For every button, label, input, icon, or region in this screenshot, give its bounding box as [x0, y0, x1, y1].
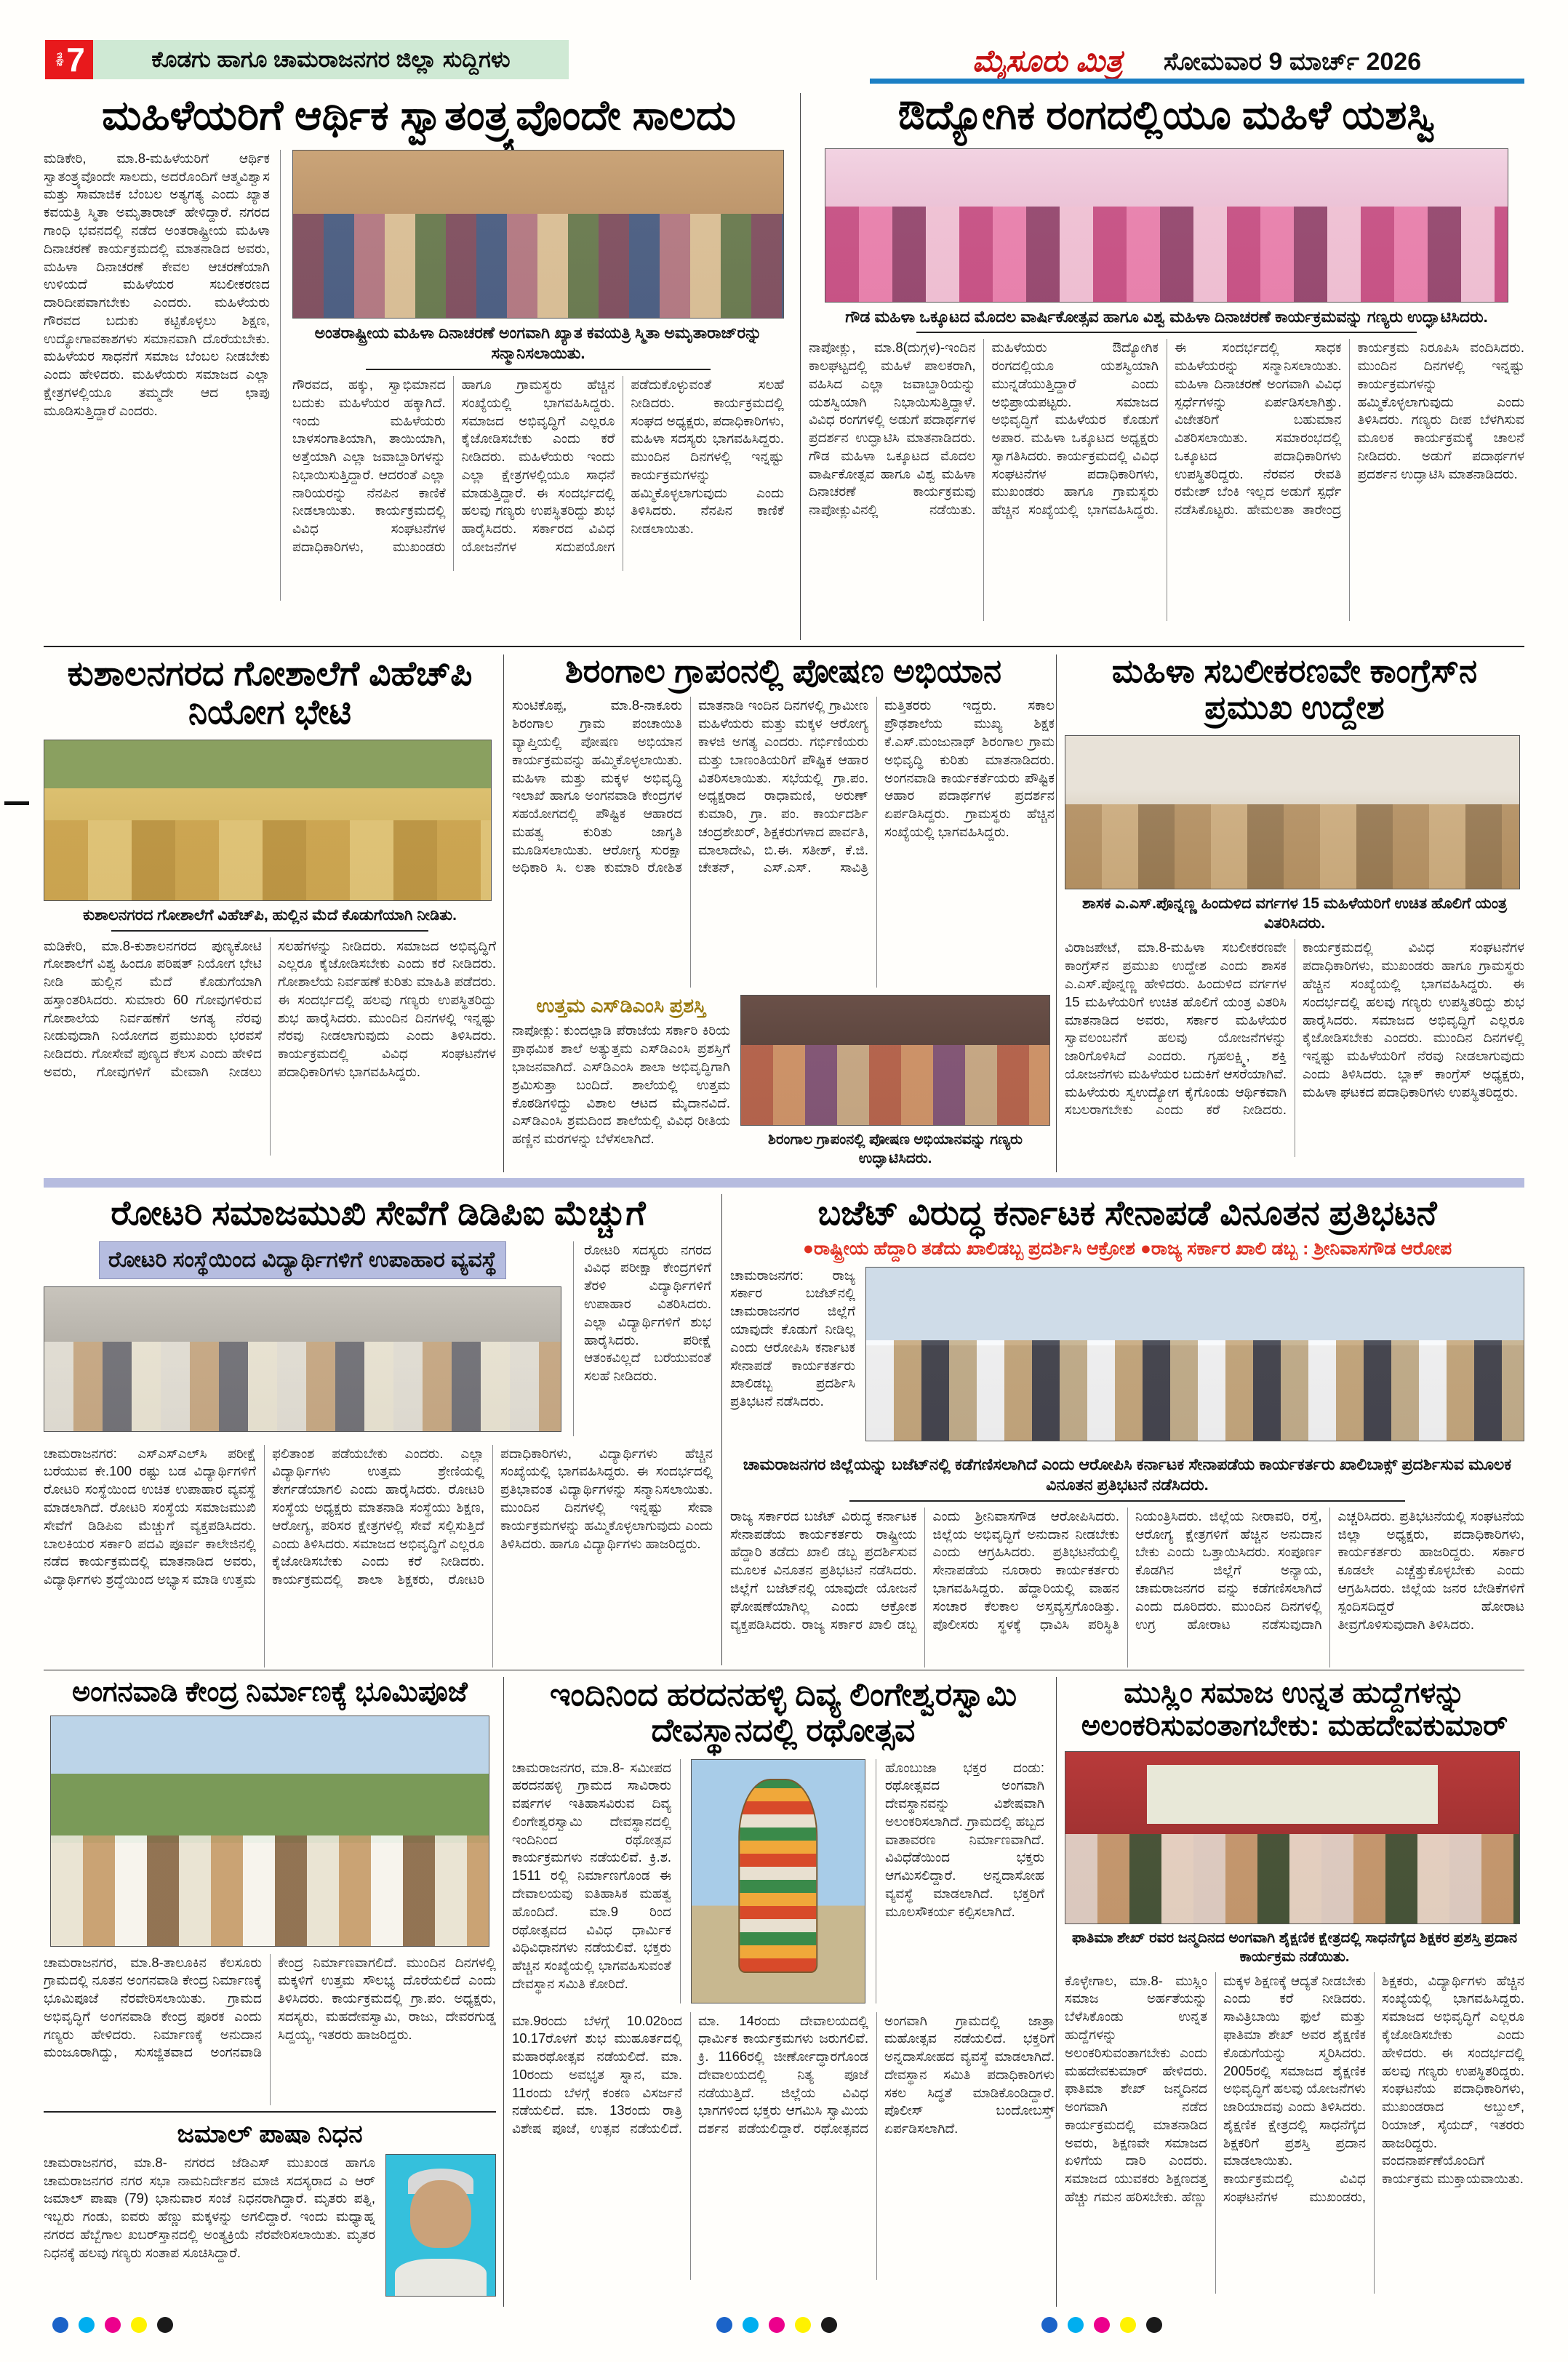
obituary-block: [44, 2154, 496, 2299]
poshan-event-photo: [740, 995, 1050, 1126]
caption-rule: [916, 332, 1417, 333]
article-body: ಸುಂಟಿಕೊಪ್ಪ, ಮಾ.8-ನಾಕೂರು ಶಿರಂಗಾಲ ಗ್ರಾಮ ಪಂಚಾಯಿತಿ ವ್ಯಾಪ್ತಿಯಲ್ಲಿ ಪೋಷಣ ಅಭಿಯಾನ ಕಾರ್ಯಕ್ರಮವನ್ನು ಹಮ್ಮಿಕೊಳ್ಳಲಾಯಿತು. ಮಹಿಳಾ ಮತ್ತು ಮಕ್ಕಳ ಅಭಿವೃದ್ಧಿ ಇಲಾಖೆ ಹಾಗೂ ಅಂಗನವಾಡಿ ಕೇಂದ್ರಗಳ ಸಹಯೋಗದಲ್ಲಿ ಪೌಷ್ಟಿಕ ಆಹಾರದ ಮಹತ್ವ ಕುರಿತು ಜಾಗೃತಿ ಮೂಡಿಸಲಾಯಿತು. ಆರೋಗ್ಯ ಸುರಕ್ಷಾ ಅಧಿಕಾರಿ ಸಿ. ಲತಾ ಕುಮಾರಿ ರೋಶಿತ ಮಾತನಾಡಿ ಇಂದಿನ ದಿನಗಳಲ್ಲಿ ಗ್ರಾಮೀಣ ಮಹಿಳೆಯರು ಮತ್ತು ಮಕ್ಕಳ ಆರೋಗ್ಯ ಕಾಳಜಿ ಅಗತ್ಯ ಎಂದರು. ಗರ್ಭಿಣಿಯರು ಮತ್ತು ಬಾಣಂತಿಯರಿಗೆ ಪೌಷ್ಟಿಕ ಆಹಾರ ವಿತರಿಸಲಾಯಿತು. ಸಭೆಯಲ್ಲಿ ಗ್ರಾ.ಪಂ. ಅಧ್ಯಕ್ಷರಾದ ರಾಧಾಮಣಿ, ಅರುಣ್ ಕುಮಾರಿ, ಗ್ರಾ. ಪಂ. ಕಾರ್ಯದರ್ಶಿ ಚಂದ್ರಶೇಖರ್, ಶಿಕ್ಷಕರುಗಳಾದ ಪಾರ್ವತಿ, ಮಾಲಾದೇವಿ, ಬಿ.ಈ. ಸತೀಶ್, ಕೆ.ಜಿ. ಚೇತನ್, ಎಸ್.ಎಸ್. ಸಾವಿತ್ರಿ ಮತ್ತಿತರರು ಇದ್ದರು. ಸಕಾಲ ಪ್ರೌಢಶಾಲೆಯ ಮುಖ್ಯ ಶಿಕ್ಷಕ ಕೆ.ಎಸ್.ಮಂಜುನಾಥ್ ಶಿರಂಗಾಲ ಗ್ರಾಮ ಅಭಿವೃದ್ಧಿ ಕುರಿತು ಮಾತನಾಡಿದರು. ಅಂಗನವಾಡಿ ಕಾರ್ಯಕರ್ತೆಯರು ಪೌಷ್ಟಿಕ ಆಹಾರ ಪದಾರ್ಥಗಳ ಪ್ರದರ್ಶನ ಏರ್ಪಡಿಸಿದ್ದರು. ಗ್ರಾಮಸ್ಥರು ಹೆಚ್ಚಿನ ಸಂಖ್ಯೆಯಲ್ಲಿ ಭಾಗವಹಿಸಿದ್ದರು.: [512, 697, 1055, 876]
section-banner: ಕೊಡಗು ಹಾಗೂ ಚಾಮರಾಜನಗರ ಜಿಲ್ಲಾ ಸುದ್ದಿಗಳು: [93, 40, 569, 79]
protest-empty-boxes-photo: [865, 1267, 1524, 1441]
registration-dot: [105, 2317, 121, 2333]
registration-dot: [1146, 2317, 1162, 2333]
registration-dots-right: [1041, 2317, 1162, 2333]
article-headline: ಬಜೆಟ್ ವಿರುದ್ಧ ಕರ್ನಾಟಕ ಸೇನಾಪಡೆ ವಿನೂತನ ಪ್ರತಿಭಟನೆ: [817, 1193, 1437, 1232]
article-anganwadi: [44, 1677, 496, 2307]
article-headline: ಔದ್ಯೋಗಿಕ ರಂಗದಲ್ಲಿಯೂ ಮಹಿಳೆ ಯಶಸ್ವಿ: [897, 92, 1436, 137]
photo-caption: ಅಂತರಾಷ್ಟ್ರೀಯ ಮಹಿಳಾ ದಿನಾಚರಣೆ ಅಂಗವಾಗಿ ಖ್ಯಾತ ಕವಯತ್ರಿ ಸ್ಮಿತಾ ಅಮೃತಾರಾಜ್‌ರನ್ನು ಸನ್ಮಾನಿಸಲಾಯಿತು.: [314, 323, 762, 363]
article-headline: ಶಿರಂಗಾಲ ಗ್ರಾಪಂನಲ್ಲಿ ಪೋಷಣ ಅಭಿಯಾನ: [564, 652, 1002, 689]
photo-caption: ಶಾಸಕ ಎ.ಎಸ್.ಪೊನ್ನಣ್ಣ ಹಿಂದುಳಿದ ವರ್ಗಗಳ 15 ಮಹಿಳೆಯರಿಗೆ ಉಚಿತ ಹೊಲಿಗೆ ಯಂತ್ರ ವಿತರಿಸಿದರು.: [1081, 894, 1508, 932]
photo-caption: ಕುಶಾಲನಗರದ ಗೋಶಾಲೆಗೆ ವಿಹೆಚ್‌ಪಿ, ಹುಲ್ಲಿನ ಮೆದೆ ಕೊಡುಗೆಯಾಗಿ ನೀಡಿತು.: [83, 907, 457, 924]
photo-hay-texture: [44, 820, 491, 900]
article-congress: [1065, 653, 1524, 1174]
article-headline: ಅಂಗನವಾಡಿ ಕೇಂದ್ರ ನಿರ್ಮಾಣಕ್ಕೆ ಭೂಮಿಪೂಜೆ: [72, 1677, 468, 1708]
portrait-shoulder: [395, 2259, 487, 2295]
registration-dot: [743, 2317, 759, 2333]
article-women-loan: [44, 93, 794, 637]
bhoomi-pooja-photo: [50, 1716, 489, 1947]
article-muslim-community: [1065, 1677, 1524, 2307]
registration-dots-center: [716, 2317, 837, 2333]
column-rule: [1056, 1677, 1057, 2307]
article-side-column: ಚಾಮರಾಜನಗರ: ರಾಜ್ಯ ಸರ್ಕಾರ ಬಜೆಟ್‌ನಲ್ಲಿ ಚಾಮರಾಜನಗರ ಜಿಲ್ಲೆಗೆ ಯಾವುದೇ ಕೊಡುಗೆ ನೀಡಿಲ್ಲ ಎಂದು ಆರೋಪಿಸಿ ಕರ್ನಾಟಕ ಸೇನಾಪಡೆ ಕಾರ್ಯಕರ್ತರು ಖಾಲಿಡಬ್ಬ ಪ್ರದರ್ಶಿಸಿ ಪ್ರತಿಭಟನೆ ನಡೆಸಿದರು.: [730, 1267, 855, 1409]
photo-caption: ಗೌಡ ಮಹಿಳಾ ಒಕ್ಕೂಟದ ಮೊದಲ ವಾರ್ಷಿಕೋತ್ಸವ ಹಾಗೂ ವಿಶ್ವ ಮಹಿಳಾ ದಿನಾಚರಣೆ ಕಾರ್ಯಕ್ರಮವನ್ನು ಗಣ್ಯರು ಉದ್ಘಾಟಿಸಿದರು.: [845, 307, 1488, 326]
article-budget-protest: [730, 1194, 1524, 1665]
caption-rule: [849, 1500, 1405, 1502]
article-body: ರಾಜ್ಯ ಸರ್ಕಾರದ ಬಜೆಟ್ ವಿರುದ್ಧ ಕರ್ನಾಟಕ ಸೇನಾಪಡೆಯ ಕಾರ್ಯಕರ್ತರು ರಾಷ್ಟ್ರೀಯ ಹೆದ್ದಾರಿ ತಡೆದು ಖಾಲಿ ಡಬ್ಬ ಪ್ರದರ್ಶಿಸುವ ಮೂಲಕ ವಿನೂತನ ಪ್ರತಿಭಟನೆ ನಡೆಸಿದರು. ಜಿಲ್ಲೆಗೆ ಬಜೆಟ್‌ನಲ್ಲಿ ಯಾವುದೇ ಯೋಜನೆ ಘೋಷಣೆಯಾಗಿಲ್ಲ ಎಂದು ಆಕ್ರೋಶ ವ್ಯಕ್ತಪಡಿಸಿದರು. ರಾಜ್ಯ ಸರ್ಕಾರ ಖಾಲಿ ಡಬ್ಬ ಎಂದು ಶ್ರೀನಿವಾಸಗೌಡ ಆರೋಪಿಸಿದರು. ಜಿಲ್ಲೆಯ ಅಭಿವೃದ್ಧಿಗೆ ಅನುದಾನ ನೀಡಬೇಕು ಎಂದು ಆಗ್ರಹಿಸಿದರು. ಪ್ರತಿಭಟನೆಯಲ್ಲಿ ಸೇನಾಪಡೆಯ ನೂರಾರು ಕಾರ್ಯಕರ್ತರು ಭಾಗವಹಿಸಿದ್ದರು. ಹೆದ್ದಾರಿಯಲ್ಲಿ ವಾಹನ ಸಂಚಾರ ಕೆಲಕಾಲ ಅಸ್ತವ್ಯಸ್ತಗೊಂಡಿತ್ತು. ಪೊಲೀಸರು ಸ್ಥಳಕ್ಕೆ ಧಾವಿಸಿ ಪರಿಸ್ಥಿತಿ ನಿಯಂತ್ರಿಸಿದರು. ಜಿಲ್ಲೆಯ ನೀರಾವರಿ, ರಸ್ತೆ, ಆರೋಗ್ಯ ಕ್ಷೇತ್ರಗಳಿಗೆ ಹೆಚ್ಚಿನ ಅನುದಾನ ಬೇಕು ಎಂದು ಒತ್ತಾಯಿಸಿದರು. ಸಂಪೂರ್ಣ ಕೊಡಗಿನ ಜಿಲ್ಲೆಗೆ ಅನ್ಯಾಯ, ಚಾಮರಾಜನಗರ ವನ್ನು ಕಡೆಗಣಿಸಲಾಗಿದೆ ಎಂದು ದೂರಿದರು. ಮುಂದಿನ ದಿನಗಳಲ್ಲಿ ಉಗ್ರ ಹೋರಾಟ ನಡೆಸುವುದಾಗಿ ಎಚ್ಚರಿಸಿದರು. ಪ್ರತಿಭಟನೆಯಲ್ಲಿ ಸಂಘಟನೆಯ ಜಿಲ್ಲಾ ಅಧ್ಯಕ್ಷರು, ಪದಾಧಿಕಾರಿಗಳು, ಕಾರ್ಯಕರ್ತರು ಹಾಜರಿದ್ದರು. ಸರ್ಕಾರ ಕೂಡಲೇ ಎಚ್ಚೆತ್ತುಕೊಳ್ಳಬೇಕು ಎಂದು ಆಗ್ರಹಿಸಿದರು. ಜಿಲ್ಲೆಯ ಜನರ ಬೇಡಿಕೆಗಳಿಗೆ ಸ್ಪಂದಿಸದಿದ್ದರೆ ಹೋರಾಟ ತೀವ್ರಗೊಳಿಸುವುದಾಗಿ ತಿಳಿಸಿದರು.: [730, 1508, 1524, 1632]
award-ceremony-photo: [292, 150, 784, 319]
article-women-industry: [809, 93, 1524, 637]
registration-dot: [52, 2317, 68, 2333]
registration-dot: [1094, 2317, 1110, 2333]
registration-dot: [1068, 2317, 1084, 2333]
article-headline: ಮಹಿಳಾ ಸಬಲೀಕರಣವೇ ಕಾಂಗ್ರೆಸ್‌ನ ಪ್ರಮುಖ ಉದ್ದೇಶ: [1111, 652, 1478, 726]
article-body: ಗೌರವದ, ಹಕ್ಕು, ಸ್ವಾಭಿಮಾನದ ಬದುಕು ಮಹಿಳೆಯರ ಹಕ್ಕಾಗಿದೆ. ಇಂದು ಮಹಿಳೆಯರು ಬಾಳಸಂಗಾತಿಯಾಗಿ, ತಾಯಿಯಾಗಿ, ಅತ್ತೆಯಾಗಿ ಎಲ್ಲಾ ಜವಾಬ್ದಾರಿಗಳನ್ನು ನಿಭಾಯಿಸುತ್ತಿದ್ದಾರೆ. ಆದರಂತೆ ಎಲ್ಲಾ ನಾರಿಯರನ್ನು ನೆನಪಿನ ಕಾಣಿಕೆ ನೀಡಲಾಯಿತು. ಕಾರ್ಯಕ್ರಮದಲ್ಲಿ ವಿವಿಧ ಸಂಘಟನೆಗಳ ಪದಾಧಿಕಾರಿಗಳು, ಮುಖಂಡರು ಹಾಗೂ ಗ್ರಾಮಸ್ಥರು ಹೆಚ್ಚಿನ ಸಂಖ್ಯೆಯಲ್ಲಿ ಭಾಗವಹಿಸಿದ್ದರು. ಸಮಾಜದ ಅಭಿವೃದ್ಧಿಗೆ ಎಲ್ಲರೂ ಕೈಜೋಡಿಸಬೇಕು ಎಂದು ಕರೆ ನೀಡಿದರು. ಮಹಿಳೆಯರು ಇಂದು ಎಲ್ಲಾ ಕ್ಷೇತ್ರಗಳಲ್ಲಿಯೂ ಸಾಧನೆ ಮಾಡುತ್ತಿದ್ದಾರೆ. ಈ ಸಂದರ್ಭದಲ್ಲಿ ಹಲವು ಗಣ್ಯರು ಉಪಸ್ಥಿತರಿದ್ದು ಶುಭ ಹಾರೈಸಿದರು. ಸರ್ಕಾರದ ವಿವಿಧ ಯೋಜನೆಗಳ ಸದುಪಯೋಗ ಪಡೆದುಕೊಳ್ಳುವಂತೆ ಸಲಹೆ ನೀಡಿದರು. ಕಾರ್ಯಕ್ರಮದಲ್ಲಿ ಸಂಘದ ಅಧ್ಯಕ್ಷರು, ಪದಾಧಿಕಾರಿಗಳು, ಮಹಿಳಾ ಸದಸ್ಯರು ಭಾಗವಹಿಸಿದ್ದರು. ಮುಂದಿನ ದಿನಗಳಲ್ಲಿ ಇನ್ನಷ್ಟು ಕಾರ್ಯಕ್ರಮಗಳನ್ನು ಹಮ್ಮಿಕೊಳ್ಳಲಾಗುವುದು ಎಂದು ತಿಳಿಸಿದರು. ನೆನಪಿನ ಕಾಣಿಕೆ ನೀಡಲಾಯಿತು.: [292, 377, 784, 555]
registration-dot: [716, 2317, 732, 2333]
article-body-column: ಹೊಂಬುಜಾ ಭಕ್ತರ ದಂಡು: ರಥೋತ್ಸವದ ಅಂಗವಾಗಿ ದೇವಸ್ಥಾನವನ್ನು ವಿಶೇಷವಾಗಿ ಅಲಂಕರಿಸಲಾಗಿದೆ. ಗ್ರಾಮದಲ್ಲಿ ಹಬ್ಬದ ವಾತಾವರಣ ನಿರ್ಮಾಣವಾಗಿದೆ. ವಿವಿಧೆಡೆಯಿಂದ ಭಕ್ತರು ಆಗಮಿಸಲಿದ್ದಾರೆ. ಅನ್ನದಾಸೋಹ ವ್ಯವಸ್ಥೆ ಮಾಡಲಾಗಿದೆ. ಭಕ್ತರಿಗೆ ಮೂಲಸೌಕರ್ಯ ಕಲ್ಪಿಸಲಾಗಿದೆ.: [876, 1759, 1044, 2003]
photo-people-silhouettes: [1065, 1834, 1519, 1923]
article-poshan: [512, 653, 1055, 1174]
registration-dot: [769, 2317, 785, 2333]
masthead-logo: ಮೈಸೂರು ಮಿತ್ರ: [972, 43, 1123, 78]
column-rule: [800, 93, 801, 640]
column-rule: [503, 1677, 504, 2307]
article-goshala: [44, 654, 496, 1172]
obituary-portrait-photo: [385, 2154, 496, 2297]
section-bar: [44, 1178, 1524, 1188]
page-label: ಪುಟ: [53, 52, 65, 67]
photo-caption: ಚಾಮರಾಜನಗರ ಜಿಲ್ಲೆಯನ್ನು ಬಜೆಟ್‌ನಲ್ಲಿ ಕಡೆಗಣಿಸಲಾಗಿದೆ ಎಂದು ಆರೋಪಿಸಿ ಕರ್ನಾಟಕ ಸೇನಾಪಡೆಯ ಕಾರ್ಯಕರ್ತರು ಖಾಲಿಬಾಕ್ಸ್ ಪ್ರದರ್ಶಿಸುವ ಮೂಲಕ ವಿನೂತನ ಪ್ರತಿಭಟನೆ ನಡೆಸಿದರು.: [743, 1454, 1512, 1494]
article-side-column: ರೋಟರಿ ಸದಸ್ಯರು ನಗರದ ವಿವಿಧ ಪರೀಕ್ಷಾ ಕೇಂದ್ರಗಳಿಗೆ ತೆರಳಿ ವಿದ್ಯಾರ್ಥಿಗಳಿಗೆ ಉಪಾಹಾರ ವಿತರಿಸಿದರು. ಎಲ್ಲಾ ವಿದ್ಯಾರ್ಥಿಗಳಿಗೆ ಶುಭ ಹಾರೈಸಿದರು. ಪರೀಕ್ಷೆ ಆತಂಕವಿಲ್ಲದೆ ಬರೆಯುವಂತೆ ಸಲಹೆ ನೀಡಿದರು.: [573, 1241, 711, 1436]
article-divider: [44, 2111, 496, 2113]
article-body: ವಿರಾಜಪೇಟೆ, ಮಾ.8-ಮಹಿಳಾ ಸಬಲೀಕರಣವೇ ಕಾಂಗ್ರೆಸ್‌ನ ಪ್ರಮುಖ ಉದ್ದೇಶ ಎಂದು ಶಾಸಕ ಎ.ಎಸ್.ಪೊನ್ನಣ್ಣ ಹೇಳಿದರು. ಹಿಂದುಳಿದ ವರ್ಗಗಳ 15 ಮಹಿಳೆಯರಿಗೆ ಉಚಿತ ಹೊಲಿಗೆ ಯಂತ್ರ ವಿತರಿಸಿ ಮಾತನಾಡಿದ ಅವರು, ಸರ್ಕಾರ ಮಹಿಳೆಯರ ಸ್ವಾವಲಂಬನೆಗೆ ಹಲವು ಯೋಜನೆಗಳನ್ನು ಜಾರಿಗೊಳಿಸಿದೆ ಎಂದರು. ಗೃಹಲಕ್ಷ್ಮಿ, ಶಕ್ತಿ ಯೋಜನೆಗಳು ಮಹಿಳೆಯರ ಬದುಕಿಗೆ ಆಸರೆಯಾಗಿವೆ. ಮಹಿಳೆಯರು ಸ್ವಉದ್ಯೋಗ ಕೈಗೊಂಡು ಆರ್ಥಿಕವಾಗಿ ಸಬಲರಾಗಬೇಕು ಎಂದು ಕರೆ ನೀಡಿದರು. ಕಾರ್ಯಕ್ರಮದಲ್ಲಿ ವಿವಿಧ ಸಂಘಟನೆಗಳ ಪದಾಧಿಕಾರಿಗಳು, ಮುಖಂಡರು ಹಾಗೂ ಗ್ರಾಮಸ್ಥರು ಹೆಚ್ಚಿನ ಸಂಖ್ಯೆಯಲ್ಲಿ ಭಾಗವಹಿಸಿದ್ದರು. ಈ ಸಂದರ್ಭದಲ್ಲಿ ಹಲವು ಗಣ್ಯರು ಉಪಸ್ಥಿತರಿದ್ದು ಶುಭ ಹಾರೈಸಿದರು. ಸಮಾಜದ ಅಭಿವೃದ್ಧಿಗೆ ಎಲ್ಲರೂ ಕೈಜೋಡಿಸಬೇಕು ಎಂದರು. ಮುಂದಿನ ದಿನಗಳಲ್ಲಿ ಇನ್ನಷ್ಟು ಮಹಿಳೆಯರಿಗೆ ನೆರವು ನೀಡಲಾಗುವುದು ಎಂದು ತಿಳಿಸಿದರು. ಬ್ಲಾಕ್ ಕಾಂಗ್ರೆಸ್ ಅಧ್ಯಕ್ಷರು, ಮಹಿಳಾ ಘಟಕದ ಪದಾಧಿಕಾರಿಗಳು ಉಪಸ್ಥಿತರಿದ್ದರು.: [1065, 940, 1524, 1118]
subheadline-box: ರೋಟರಿ ಸಂಸ್ಥೆಯಿಂದ ವಿದ್ಯಾರ್ಥಿಗಳಿಗೆ ಉಪಾಹಾರ ವ್ಯವಸ್ಥೆ: [99, 1241, 506, 1279]
subarticle-body: ನಾಪೋಕ್ಲು: ಕುಂದಲ್ಪಾಡಿ ಪೆರಾಜೆಯ ಸರ್ಕಾರಿ ಕಿರಿಯ ಪ್ರಾಥಮಿಕ ಶಾಲೆ ಅತ್ಯುತ್ತಮ ಎಸ್‌ಡಿಎಂಸಿ ಪ್ರಶಸ್ತಿಗೆ ಭಾಜನವಾಗಿದೆ. ಎಸ್‌ಡಿಎಂಸಿ ಶಾಲಾ ಅಭಿವೃದ್ಧಿಗಾಗಿ ಶ್ರಮಿಸುತ್ತಾ ಬಂದಿದೆ. ಶಾಲೆಯಲ್ಲಿ ಉತ್ತಮ ಕೊಠಡಿಗಳಿದ್ದು ವಿಶಾಲ ಆಟದ ಮೈದಾನವಿದೆ. ಎಸ್‌ಡಿಎಂಸಿ ಶ್ರಮದಿಂದ ಶಾಲೆಯಲ್ಲಿ ವಿವಿಧ ರೀತಿಯ ಹಣ್ಣಿನ ಮರಗಳನ್ನು ಬೆಳೆಸಲಾಗಿದೆ.: [512, 1022, 730, 1147]
registration-dot: [131, 2317, 147, 2333]
caption-rule: [111, 930, 428, 932]
article-rathotsava: [512, 1677, 1055, 2307]
chariot-photo: [691, 1759, 865, 2003]
page-number: 7: [66, 41, 85, 79]
subheadline: ಉತ್ತಮ ಎಸ್‌ಡಿಎಂಸಿ ಪ್ರಶಸ್ತಿ: [536, 995, 706, 1017]
article-body: ಮಡಿಕೇರಿ, ಮಾ.8-ಕುಶಾಲನಗರದ ಪುಣ್ಯಕೋಟಿ ಗೋಶಾಲೆಗೆ ವಿಶ್ವ ಹಿಂದೂ ಪರಿಷತ್ ನಿಯೋಗ ಭೇಟಿ ನೀಡಿ ಹುಲ್ಲಿನ ಮೆದೆ ಕೊಡುಗೆಯಾಗಿ ಹಸ್ತಾಂತರಿಸಿದರು. ಸುಮಾರು 60 ಗೋವುಗಳಿರುವ ಗೋಶಾಲೆಯ ನಿರ್ವಹಣೆಗೆ ಅಗತ್ಯ ನೆರವು ನೀಡುವುದಾಗಿ ನಿಯೋಗದ ಪ್ರಮುಖರು ಭರವಸೆ ನೀಡಿದರು. ಗೋಸೇವೆ ಪುಣ್ಯದ ಕೆಲಸ ಎಂದು ಹೇಳಿದ ಅವರು, ಗೋವುಗಳಿಗೆ ಮೇವಾಗಿ ನೀಡಲು ಸಲಹೆಗಳನ್ನು ನೀಡಿದರು. ಸಮಾಜದ ಅಭಿವೃದ್ಧಿಗೆ ಎಲ್ಲರೂ ಕೈಜೋಡಿಸಬೇಕು ಎಂದು ಕರೆ ನೀಡಿದರು. ಗೋಶಾಲೆಯ ನಿರ್ವಹಣೆ ಕುರಿತು ಮಾಹಿತಿ ಪಡೆದರು. ಈ ಸಂದರ್ಭದಲ್ಲಿ ಹಲವು ಗಣ್ಯರು ಉಪಸ್ಥಿತರಿದ್ದು ಶುಭ ಹಾರೈಸಿದರು. ಮುಂದಿನ ದಿನಗಳಲ್ಲಿ ಇನ್ನಷ್ಟು ನೆರವು ನೀಡಲಾಗುವುದು ಎಂದು ತಿಳಿಸಿದರು. ಕಾರ್ಯಕ್ರಮದಲ್ಲಿ ವಿವಿಧ ಸಂಘಟನೆಗಳ ಪದಾಧಿಕಾರಿಗಳು ಭಾಗವಹಿಸಿದ್ದರು.: [44, 937, 496, 1080]
article-body: ಕೊಳ್ಳೇಗಾಲ, ಮಾ.8- ಮುಸ್ಲಿಂ ಸಮಾಜ ಅರ್ಹತೆಯನ್ನು ಬೆಳೆಸಿಕೊಂಡು ಉನ್ನತ ಹುದ್ದೆಗಳನ್ನು ಅಲಂಕರಿಸುವಂತಾಗಬೇಕು ಎಂದು ಮಹದೇವಕುಮಾರ್ ಹೇಳಿದರು. ಫಾತಿಮಾ ಶೇಖ್ ಜನ್ಮದಿನದ ಅಂಗವಾಗಿ ನಡೆದ ಕಾರ್ಯಕ್ರಮದಲ್ಲಿ ಮಾತನಾಡಿದ ಅವರು, ಶಿಕ್ಷಣವೇ ಸಮಾಜದ ಏಳಿಗೆಯ ದಾರಿ ಎಂದರು. ಸಮಾಜದ ಯುವಕರು ಶಿಕ್ಷಣದತ್ತ ಹೆಚ್ಚು ಗಮನ ಹರಿಸಬೇಕು. ಹೆಣ್ಣು ಮಕ್ಕಳ ಶಿಕ್ಷಣಕ್ಕೆ ಆದ್ಯತೆ ನೀಡಬೇಕು ಎಂದು ಕರೆ ನೀಡಿದರು. ಸಾವಿತ್ರಿಬಾಯಿ ಫುಲೆ ಮತ್ತು ಫಾತಿಮಾ ಶೇಖ್ ಅವರ ಶೈಕ್ಷಣಿಕ ಕೊಡುಗೆಯನ್ನು ಸ್ಮರಿಸಿದರು. 2005ರಲ್ಲಿ ಸಮಾಜದ ಶೈಕ್ಷಣಿಕ ಅಭಿವೃದ್ಧಿಗೆ ಹಲವು ಯೋಜನೆಗಳು ಜಾರಿಯಾದವು ಎಂದು ತಿಳಿಸಿದರು. ಶೈಕ್ಷಣಿಕ ಕ್ಷೇತ್ರದಲ್ಲಿ ಸಾಧನೆಗೈದ ಶಿಕ್ಷಕರಿಗೆ ಪ್ರಶಸ್ತಿ ಪ್ರದಾನ ಮಾಡಲಾಯಿತು. ಕಾರ್ಯಕ್ರಮದಲ್ಲಿ ವಿವಿಧ ಸಂಘಟನೆಗಳ ಮುಖಂಡರು, ಶಿಕ್ಷಕರು, ವಿದ್ಯಾರ್ಥಿಗಳು ಹೆಚ್ಚಿನ ಸಂಖ್ಯೆಯಲ್ಲಿ ಭಾಗವಹಿಸಿದ್ದರು. ಸಮಾಜದ ಅಭಿವೃದ್ಧಿಗೆ ಎಲ್ಲರೂ ಕೈಜೋಡಿಸಬೇಕು ಎಂದು ಹೇಳಿದರು. ಈ ಸಂದರ್ಭದಲ್ಲಿ ಹಲವು ಗಣ್ಯರು ಉಪಸ್ಥಿತರಿದ್ದರು. ಸಂಘಟನೆಯ ಪದಾಧಿಕಾರಿಗಳು, ಮುಖಂಡರಾದ ಅಬ್ದುಲ್, ರಿಯಾಜ್, ಸೈಯದ್, ಇತರರು ಹಾಜರಿದ್ದರು. ವಂದನಾರ್ಪಣೆಯೊಂದಿಗೆ ಕಾರ್ಯಕ್ರಮ ಮುಕ್ತಾಯವಾಯಿತು.: [1065, 1972, 1524, 2204]
article-body: ನಾಪೋಕ್ಲು, ಮಾ.8(ದುಗ್ಗಳ)-ಇಂದಿನ ಕಾಲಘಟ್ಟದಲ್ಲಿ ಮಹಿಳೆ ಪಾಲಕರಾಗಿ, ವಹಿಸಿದ ಎಲ್ಲಾ ಜವಾಬ್ದಾರಿಯನ್ನು ಯಶಸ್ವಿಯಾಗಿ ನಿಭಾಯಿಸುತ್ತಿದ್ದಾಳೆ. ವಿವಿಧ ರಂಗಗಳಲ್ಲಿ ಅಡುಗೆ ಪದಾರ್ಥಗಳ ಪ್ರದರ್ಶನ ಉದ್ಘಾಟಿಸಿ ಮಾತನಾಡಿದರು. ಗೌಡ ಮಹಿಳಾ ಒಕ್ಕೂಟದ ಮೊದಲ ವಾರ್ಷಿಕೋತ್ಸವ ಹಾಗೂ ವಿಶ್ವ ಮಹಿಳಾ ದಿನಾಚರಣೆ ಕಾರ್ಯಕ್ರಮವು ನಾಪೋಕ್ಲುವಿನಲ್ಲಿ ನಡೆಯಿತು. ಮಹಿಳೆಯರು ಔದ್ಯೋಗಿಕ ರಂಗದಲ್ಲಿಯೂ ಯಶಸ್ವಿಯಾಗಿ ಮುನ್ನಡೆಯುತ್ತಿದ್ದಾರೆ ಎಂದು ಅಭಿಪ್ರಾಯಪಟ್ಟರು. ಸಮಾಜದ ಅಭಿವೃದ್ಧಿಗೆ ಮಹಿಳೆಯರ ಕೊಡುಗೆ ಅಪಾರ. ಮಹಿಳಾ ಒಕ್ಕೂಟದ ಅಧ್ಯಕ್ಷರು ಸ್ವಾಗತಿಸಿದರು. ಕಾರ್ಯಕ್ರಮದಲ್ಲಿ ವಿವಿಧ ಸಂಘಟನೆಗಳ ಪದಾಧಿಕಾರಿಗಳು, ಮುಖಂಡರು ಹಾಗೂ ಗ್ರಾಮಸ್ಥರು ಹೆಚ್ಚಿನ ಸಂಖ್ಯೆಯಲ್ಲಿ ಭಾಗವಹಿಸಿದ್ದರು. ಈ ಸಂದರ್ಭದಲ್ಲಿ ಸಾಧಕ ಮಹಿಳೆಯರನ್ನು ಸನ್ಮಾನಿಸಲಾಯಿತು. ಮಹಿಳಾ ದಿನಾಚರಣೆ ಅಂಗವಾಗಿ ವಿವಿಧ ಸ್ಪರ್ಧೆಗಳನ್ನು ಏರ್ಪಡಿಸಲಾಗಿತ್ತು. ವಿಜೇತರಿಗೆ ಬಹುಮಾನ ವಿತರಿಸಲಾಯಿತು. ಸಮಾರಂಭದಲ್ಲಿ ಒಕ್ಕೂಟದ ಪದಾಧಿಕಾರಿಗಳು ಉಪಸ್ಥಿತರಿದ್ದರು. ನೆರವನ ರೇವತಿ ರಮೇಶ್ ಬೆಂಕಿ ಇಲ್ಲದ ಅಡುಗೆ ಸ್ಪರ್ಧೆ ನಡೆಸಿಕೊಟ್ಟರು. ಹೇಮಲತಾ ತಾರೇಂದ್ರ ಕಾರ್ಯಕ್ರಮ ನಿರೂಪಿಸಿ ವಂದಿಸಿದರು. ಮುಂದಿನ ದಿನಗಳಲ್ಲಿ ಇನ್ನಷ್ಟು ಕಾರ್ಯಕ್ರಮಗಳನ್ನು ಹಮ್ಮಿಕೊಳ್ಳಲಾಗುವುದು ಎಂದು ತಿಳಿಸಿದರು. ಗಣ್ಯರು ದೀಪ ಬೆಳಗಿಸುವ ಮೂಲಕ ಕಾರ್ಯಕ್ರಮಕ್ಕೆ ಚಾಲನೆ ನೀಡಿದರು. ಅಡುಗೆ ಪದಾರ್ಥಗಳ ಪ್ರದರ್ಶನ ಉದ್ಘಾಟಿಸಿ ಮಾತನಾಡಿದರು.: [809, 340, 1524, 518]
womens-day-photo: [825, 148, 1508, 303]
award-event-photo: [1065, 1751, 1520, 1924]
registration-tick: [4, 801, 29, 805]
article-rotary: [44, 1194, 713, 1665]
photo-banner: [1147, 1765, 1437, 1823]
column-rule: [503, 654, 504, 1172]
registration-dots-left: [52, 2317, 173, 2333]
article-headline: ಕುಶಾಲನಗರದ ಗೋಶಾಲೆಗೆ ವಿಹೆಚ್‌ಪಿ ನಿಯೋಗ ಭೇಟಿ: [67, 654, 473, 731]
article-headline: ಮುಸ್ಲಿಂ ಸಮಾಜ ಉನ್ನತ ಹುದ್ದೆಗಳನ್ನು ಅಲಂಕರಿಸುವಂತಾಗಬೇಕು: ಮಹದೇವಕುಮಾರ್: [1081, 1677, 1508, 1742]
registration-dot: [1120, 2317, 1136, 2333]
photo-caption: ಶಿರಂಗಾಲ ಗ್ರಾಪಂನಲ್ಲಿ ಪೋಷಣ ಅಭಿಯಾನವನ್ನು ಗಣ್ಯರು ಉದ್ಘಾಟಿಸಿದರು.: [768, 1132, 1023, 1167]
article-body: ಚಾಮರಾಜನಗರ, ಮಾ.8-ತಾಲೂಕಿನ ಕೆಲಸೂರು ಗ್ರಾಮದಲ್ಲಿ ನೂತನ ಅಂಗನವಾಡಿ ಕೇಂದ್ರ ನಿರ್ಮಾಣಕ್ಕೆ ಭೂಮಿಪೂಜೆ ನೆರವೇರಿಸಲಾಯಿತು. ಗ್ರಾಮದ ಅಭಿವೃದ್ಧಿಗೆ ಅಂಗನವಾಡಿ ಕೇಂದ್ರ ಪೂರಕ ಎಂದು ಗಣ್ಯರು ಹೇಳಿದರು. ನಿರ್ಮಾಣಕ್ಕೆ ಅನುದಾನ ಮಂಜೂರಾಗಿದ್ದು, ಸುಸಜ್ಜಿತವಾದ ಅಂಗನವಾಡಿ ಕೇಂದ್ರ ನಿರ್ಮಾಣವಾಗಲಿದೆ. ಮುಂದಿನ ದಿನಗಳಲ್ಲಿ ಮಕ್ಕಳಿಗೆ ಉತ್ತಮ ಸೌಲಭ್ಯ ದೊರೆಯಲಿದೆ ಎಂದು ತಿಳಿಸಿದರು. ಕಾರ್ಯಕ್ರಮದಲ್ಲಿ ಗ್ರಾ.ಪಂ. ಅಧ್ಯಕ್ಷರು, ಸದಸ್ಯರು, ಮಹದೇವಸ್ವಾಮಿ, ರಾಜು, ದೇವರಗುಡ್ಡ ಸಿದ್ದಯ್ಯ, ಇತರರು ಹಾಜರಿದ್ದರು.: [44, 1954, 496, 2060]
photo-people-silhouettes: [44, 1342, 561, 1431]
rotary-breakfast-photo: [44, 1286, 561, 1432]
article-body: ಚಾಮರಾಜನಗರ: ಎಸ್‌ಎಸ್‌ಎಲ್‌ಸಿ ಪರೀಕ್ಷೆ ಬರೆಯುವ ಕೇ.100 ರಷ್ಟು ಬಡ ವಿದ್ಯಾರ್ಥಿಗಳಿಗೆ ರೋಟರಿ ಸಂಸ್ಥೆಯಿಂದ ಉಚಿತ ಉಪಾಹಾರ ವ್ಯವಸ್ಥೆ ಮಾಡಲಾಗಿದೆ. ರೋಟರಿ ಸಂಸ್ಥೆಯ ಸಮಾಜಮುಖಿ ಸೇವೆಗೆ ಡಿಡಿಪಿಐ ಮೆಚ್ಚುಗೆ ವ್ಯಕ್ತಪಡಿಸಿದರು. ಬಾಲಕಿಯರ ಸರ್ಕಾರಿ ಪದವಿ ಪೂರ್ವ ಕಾಲೇಜಿನಲ್ಲಿ ನಡೆದ ಕಾರ್ಯಕ್ರಮದಲ್ಲಿ ಮಾತನಾಡಿದ ಅವರು, ವಿದ್ಯಾರ್ಥಿಗಳು ಶ್ರದ್ಧೆಯಿಂದ ಅಭ್ಯಾಸ ಮಾಡಿ ಉತ್ತಮ ಫಲಿತಾಂಶ ಪಡೆಯಬೇಕು ಎಂದರು. ಎಲ್ಲಾ ವಿದ್ಯಾರ್ಥಿಗಳು ಉತ್ತಮ ಶ್ರೇಣಿಯಲ್ಲಿ ತೇರ್ಗಡೆಯಾಗಲಿ ಎಂದು ಹಾರೈಸಿದರು. ರೋಟರಿ ಸಂಸ್ಥೆಯ ಅಧ್ಯಕ್ಷರು ಮಾತನಾಡಿ ಸಂಸ್ಥೆಯು ಶಿಕ್ಷಣ, ಆರೋಗ್ಯ, ಪರಿಸರ ಕ್ಷೇತ್ರಗಳಲ್ಲಿ ಸೇವೆ ಸಲ್ಲಿಸುತ್ತಿದೆ ಎಂದು ತಿಳಿಸಿದರು. ಸಮಾಜದ ಅಭಿವೃದ್ಧಿಗೆ ಎಲ್ಲರೂ ಕೈಜೋಡಿಸಬೇಕು ಎಂದು ಕರೆ ನೀಡಿದರು. ಕಾರ್ಯಕ್ರಮದಲ್ಲಿ ಶಾಲಾ ಶಿಕ್ಷಕರು, ರೋಟರಿ ಪದಾಧಿಕಾರಿಗಳು, ವಿದ್ಯಾರ್ಥಿಗಳು ಹೆಚ್ಚಿನ ಸಂಖ್ಯೆಯಲ್ಲಿ ಭಾಗವಹಿಸಿದ್ದರು. ಈ ಸಂದರ್ಭದಲ್ಲಿ ಪ್ರತಿಭಾವಂತ ವಿದ್ಯಾರ್ಥಿಗಳನ್ನು ಸನ್ಮಾನಿಸಲಾಯಿತು. ಮುಂದಿನ ದಿನಗಳಲ್ಲಿ ಇನ್ನಷ್ಟು ಸೇವಾ ಕಾರ್ಯಕ್ರಮಗಳನ್ನು ಹಮ್ಮಿಕೊಳ್ಳಲಾಗುವುದು ಎಂದು ತಿಳಿಸಿದರು. ಹಾಗೂ ವಿದ್ಯಾರ್ಥಿಗಳು ಹಾಜರಿದ್ದರು.: [44, 1445, 713, 1588]
registration-dot: [795, 2317, 811, 2333]
subheadline-red: ●ರಾಷ್ಟ್ರೀಯ ಹೆದ್ದಾರಿ ತಡೆದು ಖಾಲಿಡಬ್ಬ ಪ್ರದರ್ಶಿಸಿ ಆಕ್ರೋಶ ●ರಾಜ್ಯ ಸರ್ಕಾರ ಖಾಲಿ ಡಬ್ಬ : ಶ್ರೀನಿವಾಸಗೌಡ ಆರೋಪ: [802, 1238, 1452, 1259]
photo-boxes-silhouettes: [1065, 804, 1519, 889]
photo-people-silhouettes: [741, 1045, 1049, 1125]
registration-dot: [821, 2317, 837, 2333]
article-headline: ರೋಟರಿ ಸಮಾಜಮುಖಿ ಸೇವೆಗೆ ಡಿಡಿಪಿಐ ಮೆಚ್ಚುಗೆ: [111, 1193, 646, 1232]
article-headline: ಮಹಿಳೆಯರಿಗೆ ಆರ್ಥಿಕ ಸ್ವಾತಂತ್ರ್ಯವೊಂದೇ ಸಾಲದು: [102, 92, 736, 139]
caption-rule: [366, 369, 710, 370]
goshala-hay-photo: [44, 740, 492, 901]
registration-dot: [1041, 2317, 1057, 2333]
photo-people-silhouettes: [51, 1835, 489, 1946]
column-rule: [721, 1194, 722, 1665]
section-divider: [44, 646, 1524, 647]
column-rule: [1056, 654, 1057, 1172]
chariot-shape: [738, 1779, 817, 1973]
photo-people-silhouettes: [293, 214, 783, 318]
sewing-machine-distribution-photo: [1065, 735, 1520, 889]
article-headline: ಇಂದಿನಿಂದ ಹರದನಹಳ್ಳಿ ದಿವ್ಯ ಲಿಂಗೇಶ್ವರಸ್ವಾಮಿ ದೇವಸ್ಥಾನದಲ್ಲಿ ರಥೋತ್ಸವ: [549, 1677, 1017, 1749]
photo-caption: ಫಾತಿಮಾ ಶೇಖ್ ರವರ ಜನ್ಮದಿನದ ಅಂಗವಾಗಿ ಶೈಕ್ಷಣಿಕ ಕ್ಷೇತ್ರದಲ್ಲಿ ಸಾಧನೆಗೈದ ಶಿಕ್ಷಕರ ಪ್ರಶಸ್ತಿ ಪ್ರದಾನ ಕಾರ್ಯಕ್ರಮ ನಡೆಯಿತು.: [1071, 1929, 1518, 1965]
article-body-column: ಚಾಮರಾಜನಗರ, ಮಾ.8- ಸಮೀಪದ ಹರದನಹಳ್ಳಿ ಗ್ರಾಮದ ಸಾವಿರಾರು ವರ್ಷಗಳ ಇತಿಹಾಸವಿರುವ ದಿವ್ಯ ಲಿಂಗೇಶ್ವರಸ್ವಾಮಿ ದೇವಸ್ಥಾನದಲ್ಲಿ ಇಂದಿನಿಂದ ರಥೋತ್ಸವ ಕಾರ್ಯಕ್ರಮಗಳು ನಡೆಯಲಿವೆ. ಕ್ರಿ.ಶ. 1511 ರಲ್ಲಿ ನಿರ್ಮಾಣಗೊಂಡ ಈ ದೇವಾಲಯವು ಐತಿಹಾಸಿಕ ಮಹತ್ವ ಹೊಂದಿದೆ. ಮಾ.9 ರಿಂದ ರಥೋತ್ಸವದ ವಿವಿಧ ಧಾರ್ಮಿಕ ವಿಧಿವಿಧಾನಗಳು ನಡೆಯಲಿವೆ. ಭಕ್ತರು ಹೆಚ್ಚಿನ ಸಂಖ್ಯೆಯಲ್ಲಿ ಭಾಗವಹಿಸುವಂತೆ ದೇವಸ್ಥಾನ ಸಮಿತಿ ಕೋರಿದೆ.: [512, 1759, 681, 2003]
header-rule: [870, 79, 1524, 84]
article-body-column: ಮಡಿಕೇರಿ, ಮಾ.8-ಮಹಿಳೆಯರಿಗೆ ಆರ್ಥಿಕ ಸ್ವಾತಂತ್ರ್ಯವೊಂದೇ ಸಾಲದು, ಅದರೊಂದಿಗೆ ಆತ್ಮವಿಶ್ವಾಸ ಮತ್ತು ಸಾಮಾಜಿಕ ಬೆಂಬಲ ಅತ್ಯಗತ್ಯ ಎಂದು ಖ್ಯಾತ ಕವಯತ್ರಿ ಸ್ಮಿತಾ ಅಮೃತಾರಾಜ್ ಹೇಳಿದ್ದಾರೆ. ನಗರದ ಗಾಂಧಿ ಭವನದಲ್ಲಿ ನಡೆದ ಅಂತರಾಷ್ಟ್ರೀಯ ಮಹಿಳಾ ದಿನಾಚರಣೆ ಕಾರ್ಯಕ್ರಮದಲ್ಲಿ ಮಾತನಾಡಿದ ಅವರು, ಮಹಿಳಾ ದಿನಾಚರಣೆ ಕೇವಲ ಆಚರಣೆಯಾಗಿ ಉಳಿಯದೆ ಮಹಿಳೆಯರ ಸಬಲೀಕರಣದ ದಾರಿದೀಪವಾಗಬೇಕು ಎಂದರು. ಮಹಿಳೆಯರು ಗೌರವದ ಬದುಕು ಕಟ್ಟಿಕೊಳ್ಳಲು ಶಿಕ್ಷಣ, ಉದ್ಯೋಗಾವಕಾಶಗಳು ಸಮಾನವಾಗಿ ದೊರೆಯಬೇಕು. ಮಹಿಳೆಯರ ಸಾಧನೆಗೆ ಸಮಾಜ ಬೆಂಬಲ ನೀಡಬೇಕು ಎಂದು ಹೇಳಿದರು. ಮಹಿಳೆಯರು ಸಮಾಜದ ಎಲ್ಲಾ ಕ್ಷೇತ್ರಗಳಲ್ಲಿಯೂ ತಮ್ಮದೇ ಆದ ಛಾಪು ಮೂಡಿಸುತ್ತಿದ್ದಾರೆ ಎಂದರು.: [44, 150, 281, 601]
edition-date: ಸೋಮವಾರ 9 ಮಾರ್ಚ್ 2026: [1164, 47, 1422, 76]
photo-people-silhouettes: [825, 207, 1508, 301]
registration-dot: [79, 2317, 95, 2333]
obituary-body: ಚಾಮರಾಜನಗರ, ಮಾ.8- ನಗರದ ಜೆಡಿಎಸ್ ಮುಖಂಡ ಹಾಗೂ ಚಾಮರಾಜನಗರ ನಗರ ಸಭಾ ನಾಮನಿರ್ದೇಶನ ಮಾಜಿ ಸದಸ್ಯರಾದ ಎ ಆರ್ ಜಮಾಲ್ ಪಾಷಾ (79) ಭಾನುವಾರ ಸಂಜೆ ನಿಧನರಾಗಿದ್ದಾರೆ. ಮೃತರು ಪತ್ನಿ, ಇಬ್ಬರು ಗಂಡು, ಐವರು ಹೆಣ್ಣು ಮಕ್ಕಳನ್ನು ಅಗಲಿದ್ದಾರೆ. ಇಂದು ಮಧ್ಯಾಹ್ನ ನಗರದ ಹೆಬ್ಬೆಗಾಲ ಖಬರ್‌ಸ್ತಾನದಲ್ಲಿ ಅಂತ್ಯಕ್ರಿಯೆ ನೆರವೇರಿಸಲಾಯಿತು. ಮೃತರ ನಿಧನಕ್ಕೆ ಹಲವು ಗಣ್ಯರು ಸಂತಾಪ ಸೂಚಿಸಿದ್ದಾರೆ.: [44, 2154, 375, 2260]
obituary-headline: ಜಮಾಲ್ ಪಾಷಾ ನಿಧನ: [177, 2119, 363, 2148]
portrait-face: [410, 2180, 471, 2248]
page-number-box: [45, 40, 93, 79]
photo-people-silhouettes: [866, 1340, 1524, 1441]
registration-dot: [157, 2317, 173, 2333]
article-body: ಮಾ.9ರಂದು ಬೆಳಗ್ಗೆ 10.02ರಿಂದ 10.17ರೊಳಗೆ ಶುಭ ಮುಹೂರ್ತದಲ್ಲಿ ಮಹಾರಥೋತ್ಸವ ನಡೆಯಲಿದೆ. ಮಾ. 10ರಂದು ಅವಭೃತ ಸ್ನಾನ, ಮಾ. 11ರಂದು ಬೆಳಗ್ಗೆ ಕಂಕಣ ವಿಸರ್ಜನೆ ನಡೆಯಲಿದೆ. ಮಾ. 13ರಂದು ರಾತ್ರಿ ವಿಶೇಷ ಪೂಜೆ, ಉತ್ಸವ ನಡೆಯಲಿದೆ. ಮಾ. 14ರಂದು ದೇವಾಲಯದಲ್ಲಿ ಧಾರ್ಮಿಕ ಕಾರ್ಯಕ್ರಮಗಳು ಜರುಗಲಿವೆ. ಕ್ರಿ. 1166ರಲ್ಲಿ ಜೀರ್ಣೋದ್ಧಾರಗೊಂಡ ದೇವಾಲಯದಲ್ಲಿ ನಿತ್ಯ ಪೂಜೆ ನಡೆಯುತ್ತಿದೆ. ಜಿಲ್ಲೆಯ ವಿವಿಧ ಭಾಗಗಳಿಂದ ಭಕ್ತರು ಆಗಮಿಸಿ ಸ್ವಾಮಿಯ ದರ್ಶನ ಪಡೆಯಲಿದ್ದಾರೆ. ರಥೋತ್ಸವದ ಅಂಗವಾಗಿ ಗ್ರಾಮದಲ್ಲಿ ಜಾತ್ರಾ ಮಹೋತ್ಸವ ನಡೆಯಲಿದೆ. ಭಕ್ತರಿಗೆ ಅನ್ನದಾಸೋಹದ ವ್ಯವಸ್ಥೆ ಮಾಡಲಾಗಿದೆ. ದೇವಸ್ಥಾನ ಸಮಿತಿ ಪದಾಧಿಕಾರಿಗಳು ಸಕಲ ಸಿದ್ಧತೆ ಮಾಡಿಕೊಂಡಿದ್ದಾರೆ. ಪೊಲೀಸ್ ಬಂದೋಬಸ್ತ್ ಏರ್ಪಡಿಸಲಾಗಿದೆ.: [512, 2012, 1055, 2137]
